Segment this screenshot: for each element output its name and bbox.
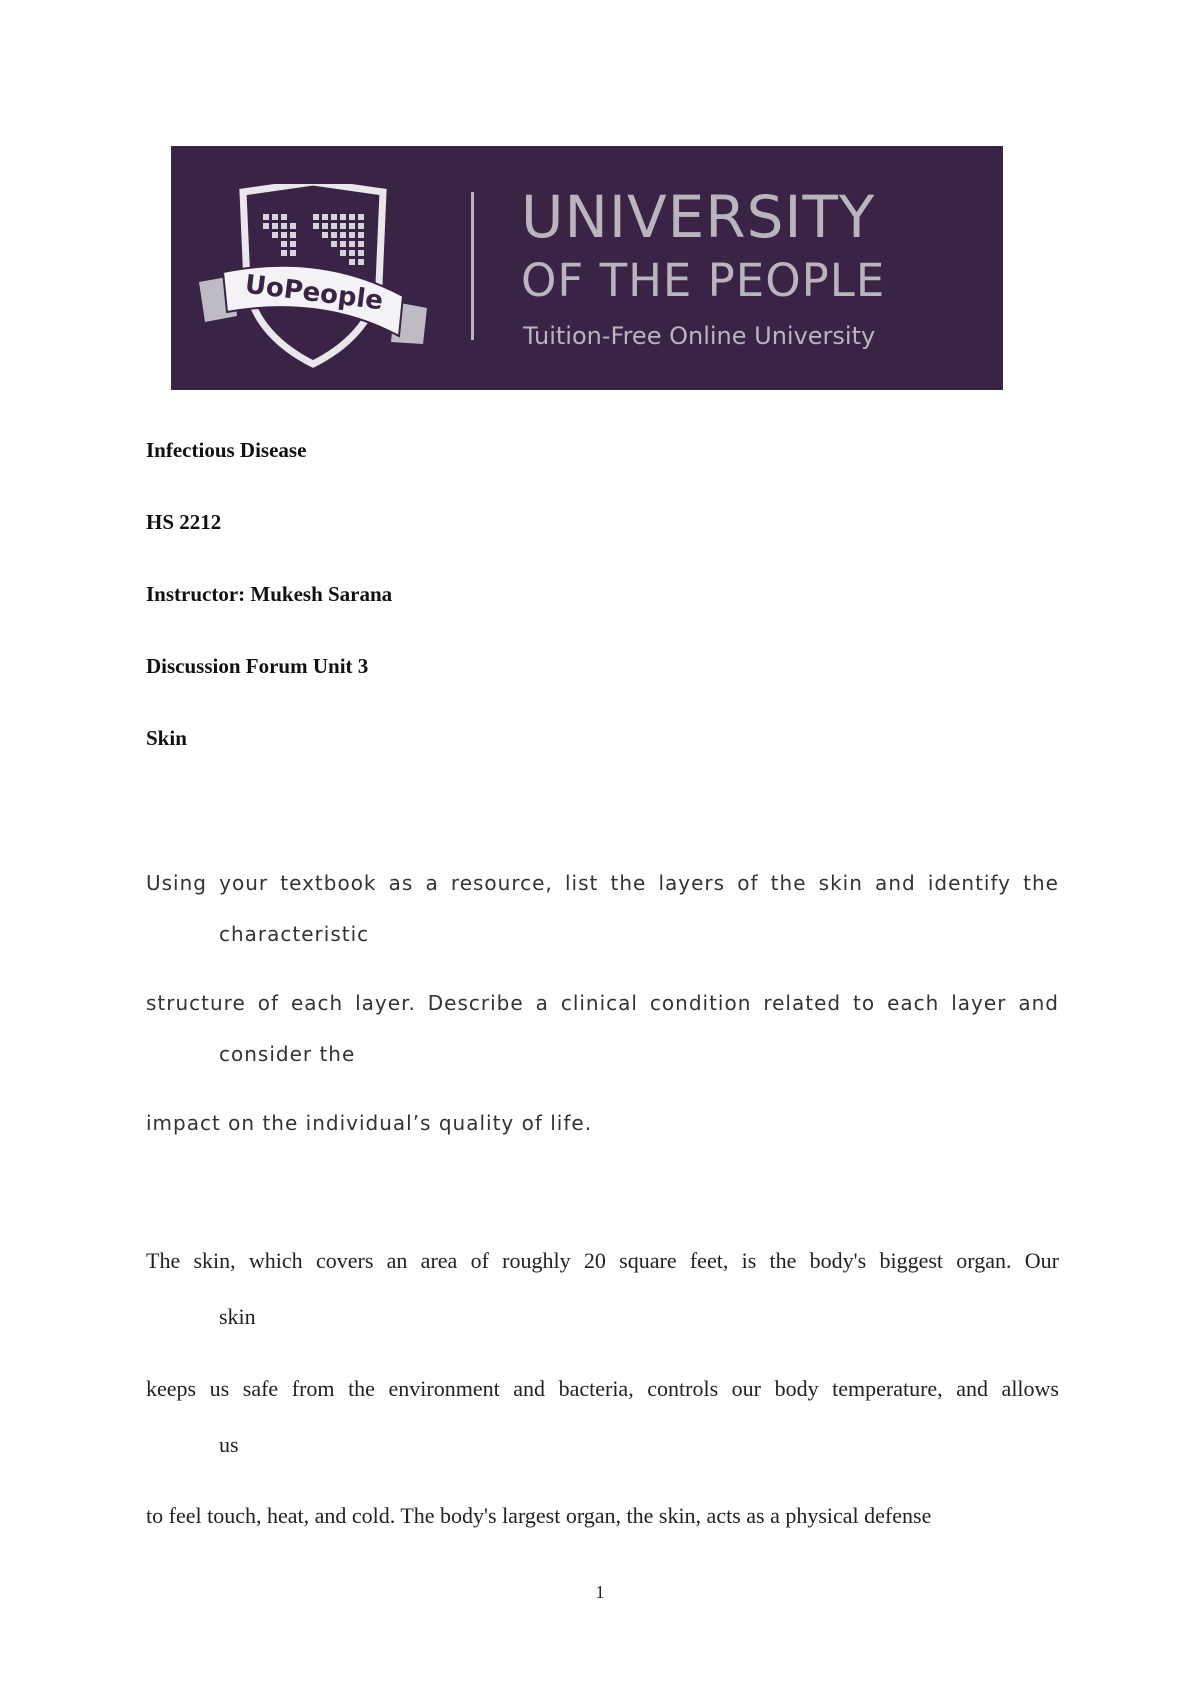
course-title: Infectious Disease bbox=[146, 438, 307, 462]
instructor-name: Instructor: Mukesh Sarana bbox=[146, 582, 393, 606]
logo-divider bbox=[471, 192, 474, 340]
question-line: characteristic bbox=[219, 922, 370, 946]
question-line: consider the bbox=[219, 1042, 356, 1066]
course-code: HS 2212 bbox=[146, 510, 222, 534]
logo-line-university: UNIVERSITY bbox=[521, 183, 876, 251]
logo-line-of-the-people: OF THE PEOPLE bbox=[521, 254, 886, 307]
shield-ribbon-text: UoPeople bbox=[243, 269, 385, 317]
body-line: The skin, which covers an area of roughly 20 square feet, is the body's biggest organ. Our bbox=[146, 1248, 1059, 1273]
assignment-title: Discussion Forum Unit 3 bbox=[146, 654, 369, 678]
body-line: skin bbox=[219, 1304, 256, 1329]
topic-title: Skin bbox=[146, 726, 187, 750]
body-line: keeps us safe from the environment and bacteria, controls our body temperature, and allows bbox=[146, 1376, 1059, 1401]
logo-tagline: Tuition-Free Online University bbox=[523, 322, 876, 350]
body-line: us bbox=[219, 1432, 239, 1457]
question-line: impact on the individual’s quality of life. bbox=[146, 1111, 593, 1135]
uopeople-shield-logo bbox=[193, 184, 433, 374]
page-number: 1 bbox=[595, 1582, 605, 1602]
university-banner bbox=[171, 146, 1003, 390]
question-line: Using your textbook as a resource, list the layers of the skin and identify the bbox=[146, 871, 1059, 895]
question-line: structure of each layer. Describe a clinical condition related to each layer and bbox=[146, 991, 1059, 1015]
body-line: to feel touch, heat, and cold. The body's largest organ, the skin, acts as a physical defense bbox=[146, 1503, 932, 1528]
